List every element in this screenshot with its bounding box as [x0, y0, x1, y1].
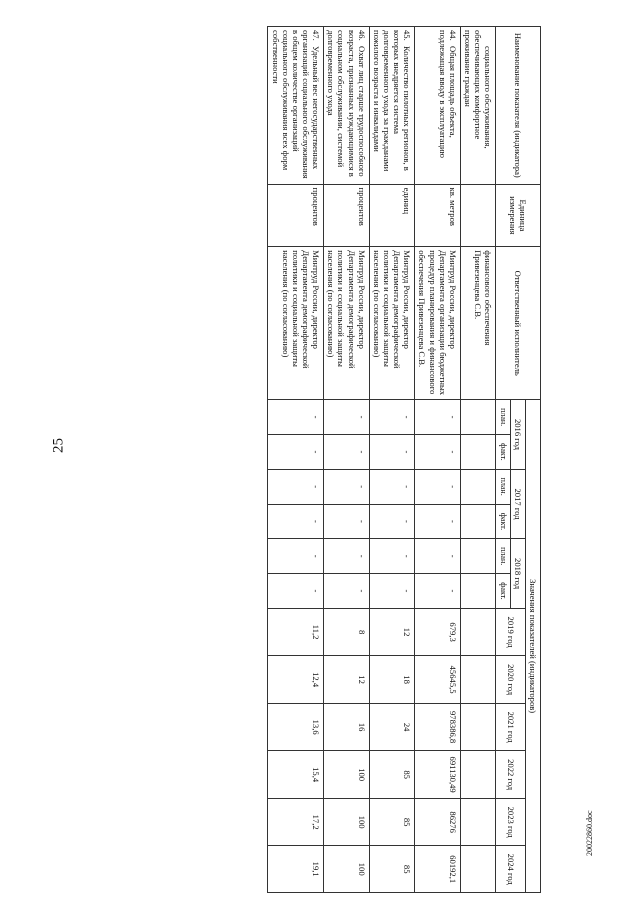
- value-cell: -: [369, 539, 415, 574]
- value-cell: -: [415, 435, 461, 470]
- value-cell: 16: [324, 703, 370, 751]
- value-cell: 85: [369, 846, 415, 893]
- indicator-name-cell: [268, 27, 324, 185]
- table-row: [460, 27, 495, 893]
- value-cell: [460, 435, 495, 470]
- table-row: [369, 27, 415, 893]
- value-cell: 8: [324, 608, 370, 656]
- value-cell: [460, 656, 495, 704]
- value-cell: 13,6: [268, 703, 324, 751]
- header-2016-plan: план.: [496, 400, 510, 435]
- table-body: [268, 27, 496, 893]
- header-responsible: Ответственный исполнитель: [496, 247, 541, 400]
- indicator-name: социального обслуживания, обеспечивающих комфортное проживание граждан: [463, 30, 494, 149]
- value-cell: -: [324, 574, 370, 609]
- indicator-name: Общая площадь объекта, подлежащая вводу в эксплуатацию: [437, 30, 458, 158]
- value-cell: -: [324, 400, 370, 435]
- responsible-cell: Минтруд России, директор Департамента демографической политики и социальной защиты населения (по согласованию): [324, 247, 370, 400]
- header-2024: 2024 год: [496, 846, 526, 893]
- header-2022: 2022 год: [496, 751, 526, 799]
- value-cell: -: [415, 400, 461, 435]
- table-row: [415, 27, 461, 893]
- indicator-name-cell: [415, 27, 461, 185]
- value-cell: -: [324, 504, 370, 539]
- value-cell: -: [369, 400, 415, 435]
- value-cell: 12: [324, 656, 370, 704]
- value-cell: -: [369, 469, 415, 504]
- responsible-cell: Минтруд России, директор Департамента организации бюджетных процедур планирования и финансового обеспечения Привезенцева С.В.: [415, 247, 461, 400]
- value-cell: -: [268, 574, 324, 609]
- value-cell: 691130,49: [415, 751, 461, 799]
- value-cell: -: [324, 469, 370, 504]
- header-2018-fact: факт.: [496, 574, 510, 609]
- value-cell: [460, 469, 495, 504]
- value-cell: -: [415, 574, 461, 609]
- indicators-table: [267, 26, 541, 893]
- indicator-number: 47.: [311, 30, 322, 41]
- indicator-name-cell: [369, 27, 415, 185]
- header-2019: 2019 год: [496, 608, 526, 656]
- value-cell: 24: [369, 703, 415, 751]
- value-cell: 978386,8: [415, 703, 461, 751]
- indicator-number: 46.: [356, 30, 367, 41]
- table-row: [268, 27, 324, 893]
- header-2016: 2016 год: [510, 400, 525, 470]
- value-cell: 45645,5: [415, 656, 461, 704]
- header-2020: 2020 год: [496, 656, 526, 704]
- unit-cell: единиц: [369, 184, 415, 247]
- value-cell: 18: [369, 656, 415, 704]
- value-cell: 85: [369, 751, 415, 799]
- responsible-cell: финансового обеспечения Привезенцева С.В.: [460, 247, 495, 400]
- header-2021: 2021 год: [496, 703, 526, 751]
- indicator-name: Количество пилотных регионов, в которых внедряется система долговременного ухода за гражданами пожилого возраста и инвалидами: [371, 30, 413, 172]
- header-name: Наименование показателя (индикатора): [496, 27, 541, 185]
- table-row: [324, 27, 370, 893]
- header-2018: 2018 год: [510, 539, 525, 609]
- value-cell: [460, 574, 495, 609]
- value-cell: [460, 400, 495, 435]
- value-cell: 679,3: [415, 608, 461, 656]
- value-cell: [460, 504, 495, 539]
- value-cell: 86276: [415, 798, 461, 846]
- rotated-table-wrapper: [61, 26, 541, 893]
- header-2023: 2023 год: [496, 798, 526, 846]
- value-cell: -: [369, 574, 415, 609]
- unit-cell: процентов: [324, 184, 370, 247]
- page-number: 25: [50, 438, 67, 453]
- header-unit: Единица измерения: [496, 184, 541, 247]
- value-cell: -: [268, 504, 324, 539]
- value-cell: 19,1: [268, 846, 324, 893]
- value-cell: 12,4: [268, 656, 324, 704]
- unit-cell: процентов: [268, 184, 324, 247]
- header-2016-fact: факт.: [496, 435, 510, 470]
- value-cell: -: [415, 539, 461, 574]
- value-cell: [460, 751, 495, 799]
- header-2017: 2017 год: [510, 469, 525, 539]
- value-cell: -: [324, 435, 370, 470]
- value-cell: [460, 539, 495, 574]
- value-cell: -: [268, 539, 324, 574]
- header-2018-plan: план.: [496, 539, 510, 574]
- indicator-name: Охват лиц старше трудоспособного возраста, признанных нуждающимися в социальном обслуживании, системой долговременного ухода: [326, 30, 367, 177]
- value-cell: 85: [369, 798, 415, 846]
- indicator-name: Удельный вес негосударственных организаций социального обслуживания в общем количестве организаций социального обслуживания всех форм собственности: [270, 30, 322, 179]
- value-cell: -: [268, 435, 324, 470]
- value-cell: -: [369, 435, 415, 470]
- value-cell: 60192,1: [415, 846, 461, 893]
- value-cell: -: [415, 504, 461, 539]
- value-cell: -: [369, 504, 415, 539]
- indicator-name-cell: [324, 27, 370, 185]
- responsible-cell: Минтруд России, директор Департамента демографической политики и социальной защиты населения (по согласованию): [369, 247, 415, 400]
- indicator-number: 44.: [447, 30, 458, 41]
- header-2017-plan: план.: [496, 469, 510, 504]
- footer-document-code: 20022860.doc: [585, 810, 594, 856]
- value-cell: 12: [369, 608, 415, 656]
- value-cell: -: [268, 469, 324, 504]
- value-cell: 17,2: [268, 798, 324, 846]
- unit-cell: кв. метров: [415, 184, 461, 247]
- value-cell: 11,2: [268, 608, 324, 656]
- indicator-name-cell: [460, 27, 495, 185]
- value-cell: -: [415, 469, 461, 504]
- responsible-cell: Минтруд России, директор Департамента демографической политики и социальной защиты населения (по согласованию): [268, 247, 324, 400]
- indicator-number: 45.: [402, 30, 413, 41]
- value-cell: 15,4: [268, 751, 324, 799]
- unit-cell: [460, 184, 495, 247]
- value-cell: 100: [324, 846, 370, 893]
- value-cell: 100: [324, 751, 370, 799]
- header-values-group: Значения показателей (индикаторов): [525, 400, 540, 893]
- value-cell: [460, 608, 495, 656]
- value-cell: -: [268, 400, 324, 435]
- value-cell: [460, 846, 495, 893]
- value-cell: [460, 798, 495, 846]
- header-2017-fact: факт.: [496, 504, 510, 539]
- value-cell: -: [324, 539, 370, 574]
- value-cell: 100: [324, 798, 370, 846]
- value-cell: [460, 703, 495, 751]
